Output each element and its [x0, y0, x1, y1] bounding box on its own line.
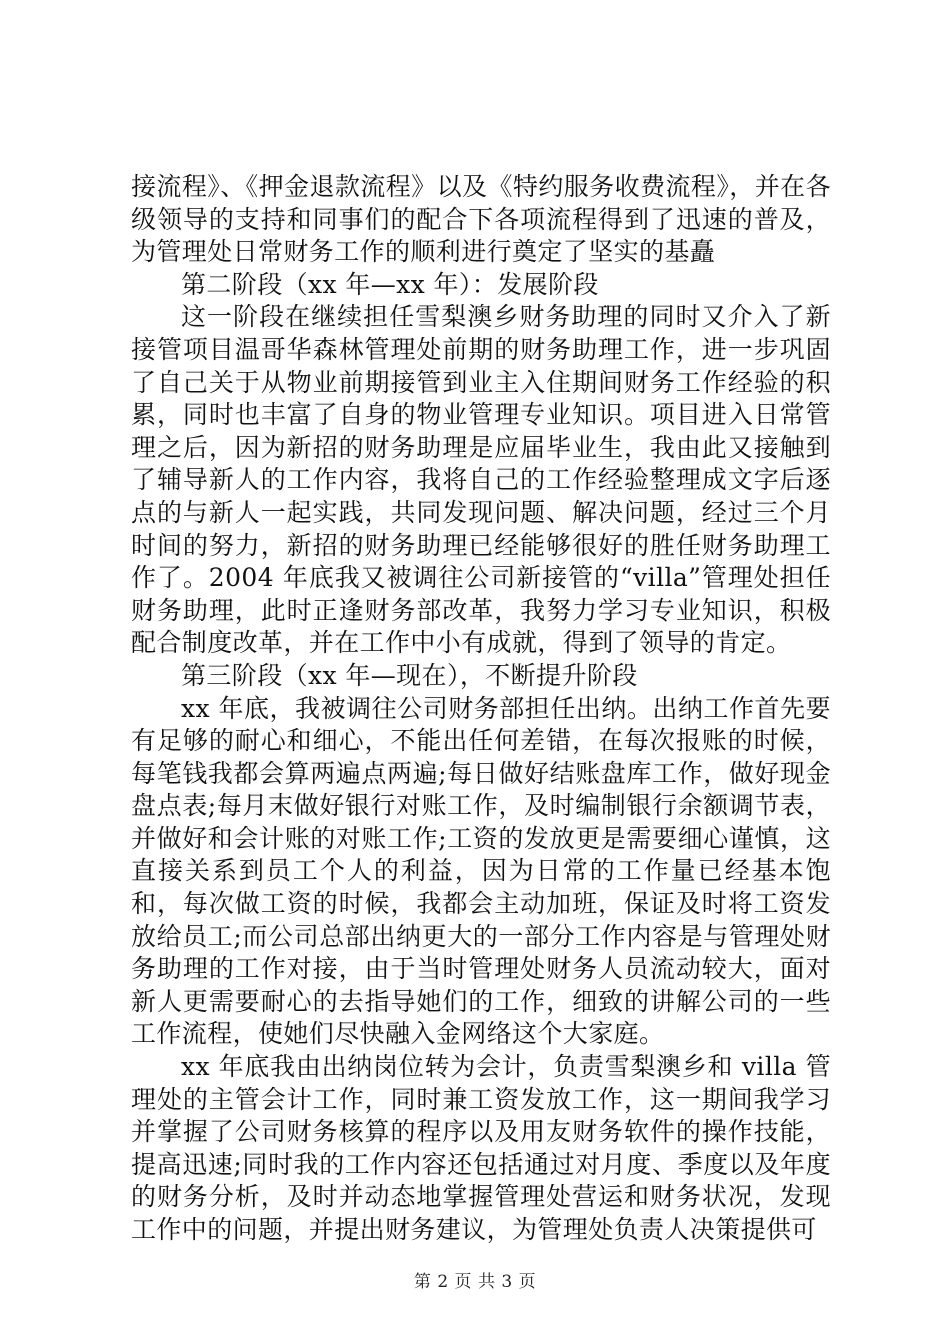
paragraph-cashier: xx 年底，我被调往公司财务部担任出纳。出纳工作首先要有足够的耐心和细心，不能出任何差错，在每次报账的时候，每笔钱我都会算两遍点两遍;每日做好结账盘库工作，做好现金盘点表;每月末做好银行对账工作，及时编制银行余额调节表，并做好和会计账的对账工作;工资的发放更是需要细心谨慎，这直接关系到员工个人的利益，因为日常的工作量已经基本饱和，每次做工资的时候，我都会主动加班，保证及时将工资发放给员工;而公司总部出纳更大的一部分工作内容是与管理处财务助理的工作对接，由于当时管理处财务人员流动较大，面对新人更需要耐心的去指导她们的工作，细致的讲解公司的一些工作流程，使她们尽快融入金网络这个大家庭。: [131, 693, 831, 1049]
section-heading-stage-three: 第三阶段（xx 年—现在），不断提升阶段: [181, 660, 638, 690]
document-body: [131, 171, 831, 1247]
paragraph-stage-two: 这一阶段在继续担任雪梨澳乡财务助理的同时又介入了新接管项目温哥华森林管理处前期的财务助理工作，进一步巩固了自己关于从物业前期接管到业主入住期间财务工作经验的积累，同时也丰富了自身的物业管理专业知识。项目进入日常管理之后，因为新招的财务助理是应届毕业生，我由此又接触到了辅导新人的工作内容，我将自己的工作经验整理成文字后逐点的与新人一起实践，共同发现问题、解决问题，经过三个月时间的努力，新招的财务助理已经能够很好的胜任财务助理工作了。2004 年底我又被调往公司新接管的“villa”管理处担任财务助理，此时正逢财务部改革，我努力学习专业知识，积极配合制度改革，并在工作中小有成就，得到了领导的肯定。: [131, 302, 831, 658]
paragraph-continued: 接流程》、《押金退款流程》以及《特约服务收费流程》，并在各级领导的支持和同事们的配合下各项流程得到了迅速的普及，为管理处日常财务工作的顺利进行奠定了坚实的基矗: [131, 172, 831, 267]
page-footer: 第 2 页 共 3 页: [413, 1272, 537, 1292]
section-heading-stage-two: 第二阶段（xx 年—xx 年）：发展阶段: [181, 269, 599, 299]
paragraph-accountant: xx 年底我由出纳岗位转为会计，负责雪梨澳乡和 villa 管理处的主管会计工作，同时兼工资发放工作，这一期间我学习并掌握了公司财务核算的程序以及用友财务软件的操作技能，提高迅速;同时我的工作内容还包括通过对月度、季度以及年度的财务分析，及时并动态地掌握管理处营运和财务状况，发现工作中的问题，并提出财务建议，为管理处负责人决策提供可: [131, 1052, 831, 1244]
